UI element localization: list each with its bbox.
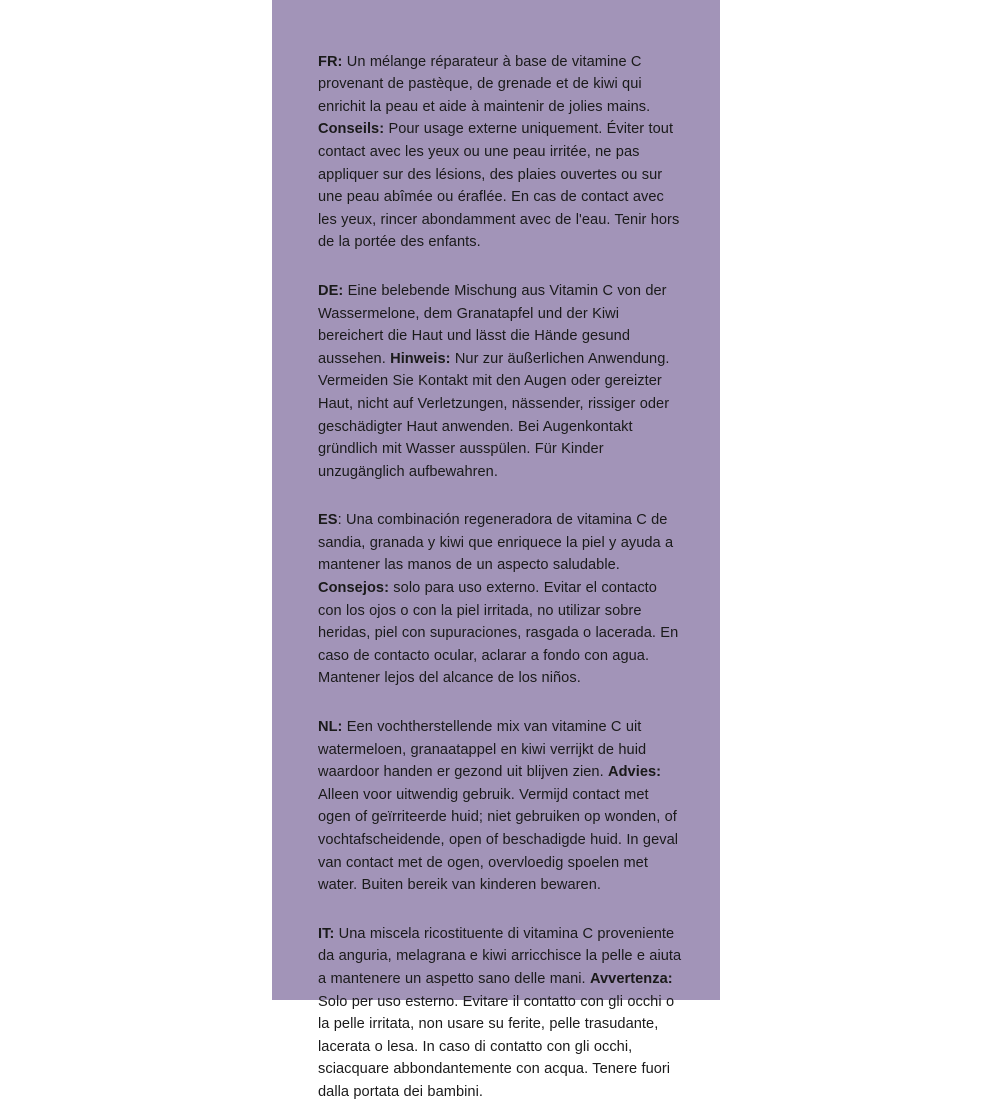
paragraph-it	[318, 923, 682, 1104]
advice-body-es: solo para uso externo. Evitar el contacto con los ojos o con la piel irritada, no utilizar sobre heridas, piel con supuraciones, rasgada o lacerada. En caso de contacto ocular, aclarar a fondo con agua. Mantener lejos del alcance de los niños.	[318, 580, 679, 687]
language-code-it: IT:	[318, 925, 335, 942]
language-block-de	[318, 280, 682, 483]
paragraph-fr	[318, 51, 682, 254]
advice-body-it: Solo per uso esterno. Evitare il contatto con gli occhi o la pelle irritata, non usare su ferite, pelle trasudante, lacerata o lesa. In caso di contatto con gli occhi, sciacquare abbondantemente con acqua. Tenere fuori dalla portata dei bambini.	[318, 993, 675, 1100]
language-code-nl: NL:	[318, 719, 343, 736]
language-block-it	[318, 923, 682, 1104]
paragraph-nl	[318, 716, 682, 897]
paragraph-de	[318, 280, 682, 483]
advice-label-fr: Conseils:	[318, 121, 385, 138]
advice-label-de: Hinweis:	[390, 350, 451, 367]
advice-body-nl: Alleen voor uitwendig gebruik. Vermijd contact met ogen of geïrriteerde huid; niet gebruiken op wonden, of vochtafscheidende, open of beschadigde huid. In geval van contact met de ogen, overvloedig spoelen met water. Buiten bereik van kinderen bewaren.	[318, 786, 679, 894]
description-nl: Een vochtherstellende mix van vitamine C uit watermeloen, granaatappel en kiwi verrijkt de huid waardoor handen er gezond uit blijven zien.	[318, 719, 647, 781]
advice-label-nl: Advies:	[608, 764, 662, 781]
language-code-fr: FR:	[318, 53, 343, 70]
language-block-nl	[318, 716, 682, 897]
advice-label-it: Avvertenza:	[589, 970, 673, 987]
description-de: Eine belebende Mischung aus Vitamin C von der Wassermelone, dem Granatapfel und der Kiwi bereichert die Haut und lässt die Hände gesund aussehen.	[318, 282, 667, 367]
advice-body-fr: Pour usage externe uniquement. Éviter tout contact avec les yeux ou une peau irritée, ne pas appliquer sur des lésions, des plaies ouvertes ou sur une peau abîmée ou éraflée. En cas de contact avec les yeux, rincer abondamment avec de l'eau. Tenir hors de la portée des enfants.	[318, 121, 680, 251]
language-code-de: DE:	[318, 282, 344, 299]
label-panel	[272, 0, 720, 1100]
advice-label-es: Consejos:	[318, 580, 389, 597]
description-es: : Una combinación regeneradora de vitamina C de sandia, granada y kiwi que enriquece la piel y ayuda a mantener las manos de un aspecto saludable.	[318, 512, 674, 574]
description-fr: Un mélange réparateur à base de vitamine C provenant de pastèque, de grenade et de kiwi qui enrichit la peau et aide à maintenir de jolies mains.	[318, 53, 651, 115]
label-text-content	[318, 36, 682, 1118]
advice-body-de: Nur zur äußerlichen Anwendung. Vermeiden Sie Kontakt mit den Augen oder gereizter Haut, nicht auf Verletzungen, nässender, rissiger oder geschädigter Haut anwenden. Bei Augenkontakt gründlich mit Wasser ausspülen. Für Kinder unzugänglich aufbewahren.	[318, 350, 670, 480]
paragraph-es	[318, 509, 682, 690]
language-block-fr	[318, 51, 682, 254]
language-code-es: ES	[318, 512, 338, 529]
language-block-es	[318, 509, 682, 690]
description-it: Una miscela ricostituente di vitamina C proveniente da anguria, melagrana e kiwi arricchisce la pelle e aiuta a mantenere un aspetto sano delle mani.	[318, 925, 682, 987]
